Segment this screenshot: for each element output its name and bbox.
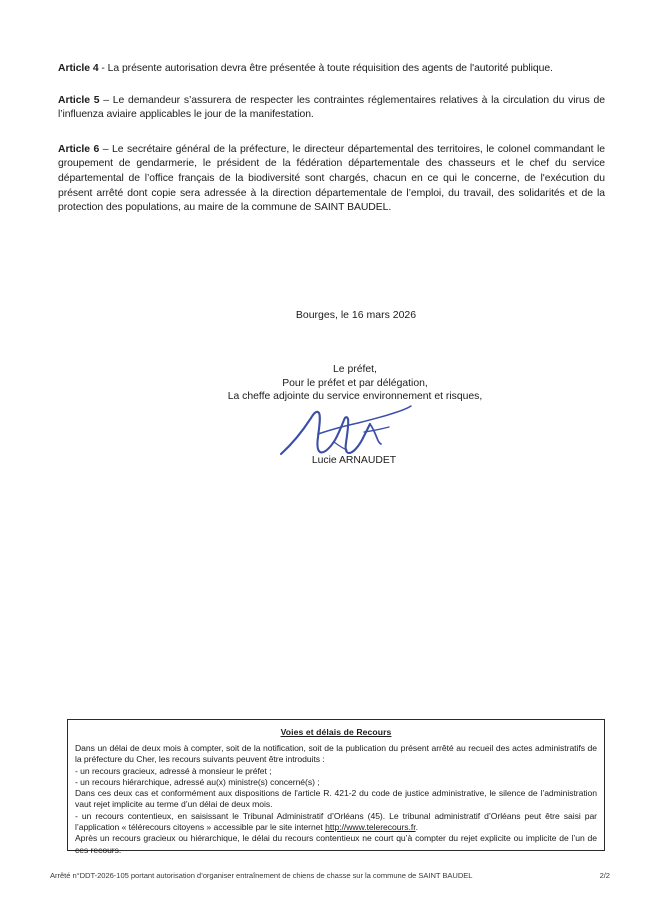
- article-5-text: – Le demandeur s’assurera de respecter les contraintes réglementaires relatives à la circulation du virus de l’influenza aviaire applicables le jour de la manifestation.: [58, 94, 605, 121]
- signer-name-text: Lucie ARNAUDET: [311, 455, 397, 466]
- article-5-paragraph: [58, 94, 605, 123]
- signer-name: [0, 455, 650, 466]
- article-4-label: Article 4: [58, 63, 99, 74]
- signature-authority-block: [0, 363, 650, 404]
- recourse-notice-box: [67, 719, 605, 855]
- article-6-label: Article 6: [58, 143, 100, 155]
- signature-line-prefet: Le préfet,: [333, 364, 377, 375]
- footer-reference: Arrêté n°DDT-2026-105 portant autorisation d’organiser entraînement de chiens de chasse sur la commune de SAINT BAUDEL: [50, 871, 473, 880]
- recourse-paragraph-2: Dans ces deux cas et conformément aux dispositions de l'article R. 421-2 du code de justice administrative, le silence de l’administration vaut rejet implicite au terme d’un délai de deux mois.: [75, 788, 597, 810]
- recourse-notice-text: [75, 743, 597, 856]
- article-5-label: Article 5: [58, 94, 100, 106]
- telerecours-link[interactable]: http://www.telerecours.fr: [325, 822, 416, 833]
- recourse-paragraph-1: Dans un délai de deux mois à compter, soit de la notification, soit de la publication du présent arrêté au recueil des actes administratifs de la préfecture du Cher, les recours suivants peuvent être introduits :: [75, 743, 597, 765]
- recourse-bullet-1: - un recours gracieux, adressé à monsieur le préfet ;: [75, 765, 272, 776]
- article-4-paragraph: [58, 62, 605, 77]
- recourse-paragraph-3: Après un recours gracieux ou hiérarchique, le délai du recours contentieux ne court qu’à compter du rejet explicite ou implicite de l’un de ces recours.: [75, 833, 597, 855]
- recourse-notice-title: Voies et délais de Recours: [280, 727, 392, 737]
- page-footer: [50, 871, 610, 880]
- article-6-paragraph: [58, 143, 605, 216]
- footer-page-number: 2/2: [599, 871, 610, 880]
- article-6-text: – Le secrétaire général de la préfecture, le directeur départemental des territoires, le colonel commandant le groupement de gendarmerie, le président de la fédération départementale des chasseurs et le chef du service départemental de l’office français de la biodiversité sont chargés, chacun en ce qui le concerne, de l'exécution du présent arrêté dont copie sera adressée à la direction départementale de l’emploi, du travail, des solidarités et de la protection des populations, au maire de la commune de SAINT BAUDEL.: [58, 143, 605, 214]
- recourse-bullet-2: - un recours hiérarchique, adressé au(x) ministre(s) concerné(s) ;: [75, 776, 320, 787]
- article-4-text: - La présente autorisation devra être présentée à toute réquisition des agents de l'autorité publique.: [98, 63, 553, 74]
- signature-line-delegation: Pour le préfet et par délégation,: [282, 377, 428, 389]
- recourse-bullet-3-text: - un recours contentieux, en saisissant le Tribunal Administratif d’Orléans (45). Le tribunal administratif d’Orléans peut être saisi par l’application « télérecours citoyens » accessible par le site internet: [75, 810, 597, 833]
- signature-line-title: La cheffe adjointe du service environnement et risques,: [227, 391, 483, 403]
- handwritten-signature-icon: [278, 404, 414, 460]
- recourse-bullet-3-suffix: .: [415, 822, 418, 833]
- place-and-date: [0, 308, 650, 322]
- recourse-bullet-3: [75, 811, 597, 834]
- place-and-date-text: Bourges, le 16 mars 2026: [295, 309, 417, 321]
- document-body: [58, 62, 605, 216]
